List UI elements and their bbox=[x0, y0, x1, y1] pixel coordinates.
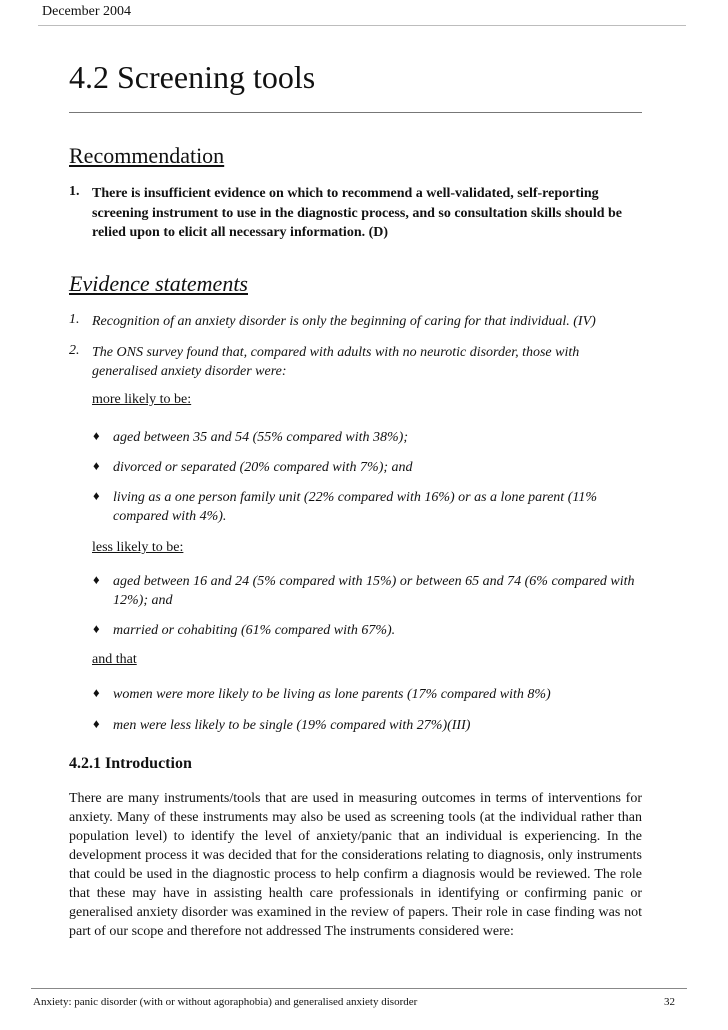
less-likely-label: less likely to be: bbox=[92, 540, 184, 555]
recommendation-heading: Recommendation bbox=[69, 143, 225, 168]
evidence-item-1-number: 1. bbox=[69, 312, 80, 327]
footer-title: Anxiety: panic disorder (with or without agoraphobia) and generalised anxiety disorder bbox=[33, 996, 418, 1008]
more-likely-label: more likely to be: bbox=[92, 392, 192, 407]
list-item: women were more likely to be living as lone parents (17% compared with 8%) bbox=[113, 687, 551, 702]
section-title: 4.2 Screening tools bbox=[69, 59, 316, 95]
evidence-item-2-number: 2. bbox=[69, 343, 80, 358]
bullet-icon: ♦ bbox=[93, 572, 100, 587]
bullet-icon: ♦ bbox=[93, 685, 100, 700]
bullet-icon: ♦ bbox=[93, 458, 100, 473]
header-date: December 2004 bbox=[42, 4, 132, 19]
evidence-item-2-text: The ONS survey found that, compared with adults with no neurotic disorder, those with generalised anxiety disorder were: bbox=[92, 345, 580, 379]
recommendation-number: 1. bbox=[69, 184, 80, 199]
title-divider bbox=[69, 112, 642, 113]
evidence-item-1-text: Recognition of an anxiety disorder is only the beginning of caring for that individual. (IV) bbox=[92, 314, 596, 329]
introduction-paragraph: There are many instruments/tools that are used in measuring outcomes in terms of interventions for anxiety. Many of these instruments may also be used as screening tools (at the individual rather than population level) to identify the level of anxiety/panic that an individual is experiencing. In the development process it was decided that for the considerations relating to diagnosis, only instruments that could be used in the diagnostic process to help confirm a diagnosis would be reviewed. The role that these may have in assisting health care professionals in identifying or confirming panic or generalised anxiety disorder was examined in the review of papers. Their role in case finding was not part of our scope and therefore not addressed The instruments considered were: bbox=[69, 791, 642, 939]
list-item: married or cohabiting (61% compared with 67%). bbox=[113, 623, 396, 638]
list-item: aged between 16 and 24 (5% compared with 15%) or between 65 and 74 (6% compared with 12%); and bbox=[113, 574, 635, 608]
recommendation-text: There is insufficient evidence on which to recommend a well-validated, self-reporting screening instrument to use in the diagnostic process, and so consultation skills should be relied upon to elicit all necessary information. (D) bbox=[92, 186, 623, 240]
list-item: aged between 35 and 54 (55% compared with 38%); bbox=[113, 430, 408, 445]
list-item: living as a one person family unit (22% compared with 16%) or as a lone parent (11% compared with 4%). bbox=[113, 490, 597, 524]
evidence-heading: Evidence statements bbox=[69, 271, 248, 296]
bullet-icon: ♦ bbox=[93, 428, 100, 443]
page-number: 32 bbox=[664, 996, 675, 1008]
header-divider bbox=[38, 25, 686, 26]
and-that-label: and that bbox=[92, 652, 137, 667]
footer-divider bbox=[31, 988, 687, 989]
introduction-heading: 4.2.1 Introduction bbox=[69, 755, 192, 772]
list-item: men were less likely to be single (19% compared with 27%)(III) bbox=[113, 718, 471, 733]
bullet-icon: ♦ bbox=[93, 716, 100, 731]
bullet-icon: ♦ bbox=[93, 621, 100, 636]
bullet-icon: ♦ bbox=[93, 488, 100, 503]
list-item: divorced or separated (20% compared with 7%); and bbox=[113, 460, 413, 475]
